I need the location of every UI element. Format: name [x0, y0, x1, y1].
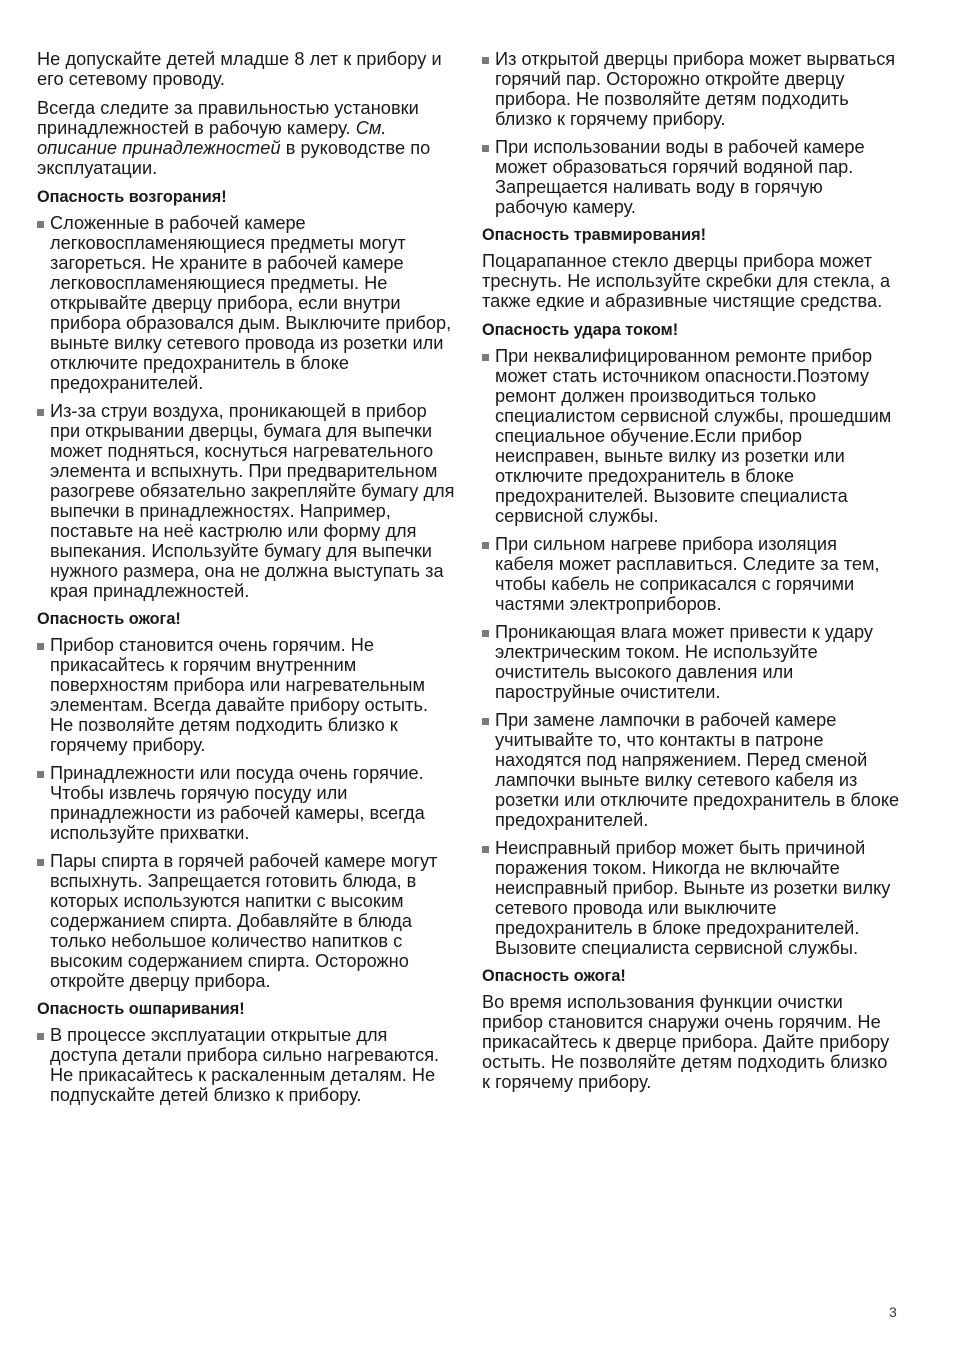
intro-paragraph: Не допускайте детей младше 8 лет к прибору и его сетевому проводу. — [37, 49, 442, 89]
shock-hazard-list — [482, 346, 900, 958]
list-item — [37, 1025, 455, 1105]
list-item — [37, 635, 455, 755]
list-item-text: Пары спирта в горячей рабочей камере могут вспыхнуть. Запрещается готовить блюда, в которых используются напитки с высоким содержанием спирта. Добавляйте в блюда только небольшое количество напитков с высоким содержанием спирта. Осторожно откройте дверцу прибора. — [50, 851, 438, 991]
square-bullet-icon — [482, 846, 489, 853]
list-item-text: Прибор становится очень горячим. Не прикасайтесь к горячим внутренним поверхностям прибора или нагревательным элементам. Всегда давайте прибору остыть. Не позволяйте детям подходить близко к горячему прибору. — [50, 635, 428, 755]
list-item-text: При сильном нагреве прибора изоляция кабеля может расплавиться. Следите за тем, чтобы кабель не соприкасался с горячими частями электроприборов. — [495, 534, 880, 614]
list-item-text: Из открытой дверцы прибора может вырваться горячий пар. Осторожно откройте дверцу прибора. Не позволяйте детям подходить близко к горячему прибору. — [495, 49, 896, 129]
list-item — [37, 401, 455, 601]
injury-hazard-heading: Опасность травмирования! — [482, 226, 707, 244]
list-item — [482, 838, 900, 958]
square-bullet-icon — [482, 57, 489, 64]
injury-hazard-text: Поцарапанное стекло дверцы прибора может треснуть. Не используйте скребки для стекла, а также едкие и абразивные чистящие средства. — [482, 251, 891, 311]
list-item-text: При использовании воды в рабочей камере может образоваться горячий водяной пар. Запрещается наливать воду в горячую рабочую камеру. — [495, 137, 865, 217]
accessories-text-end: в руководстве по эксплуатации. — [37, 138, 431, 178]
list-item — [482, 710, 900, 830]
fire-hazard-heading: Опасность возгорания! — [37, 188, 227, 206]
burn-hazard-heading: Опасность ожога! — [37, 610, 181, 628]
list-item-text: Неисправный прибор может быть причиной поражения током. Никогда не включайте неисправный прибор. Выньте из розетки вилку сетевого провода или выключите предохранитель в блоке предохранителей. Вызовите специалиста сервисной службы. — [495, 838, 891, 958]
scald-hazard-heading: Опасность ошпаривания! — [37, 1000, 245, 1018]
burn-hazard-heading-2: Опасность ожога! — [482, 967, 626, 985]
list-item — [482, 622, 900, 702]
manual-reference: См. описание принадлежностей — [37, 118, 387, 158]
square-bullet-icon — [37, 771, 44, 778]
fire-hazard-list — [37, 213, 455, 601]
list-item — [37, 213, 455, 393]
burn-hazard-list — [37, 635, 455, 991]
left-column — [37, 49, 455, 1113]
accessories-paragraph — [37, 98, 455, 178]
accessories-text: Всегда следите за правильностью установки принадлежностей в рабочую камеру. — [37, 98, 419, 138]
steam-list — [482, 49, 900, 217]
square-bullet-icon — [482, 630, 489, 637]
square-bullet-icon — [37, 859, 44, 866]
list-item — [482, 346, 900, 526]
square-bullet-icon — [482, 542, 489, 549]
list-item-text: Принадлежности или посуда очень горячие. Чтобы извлечь горячую посуду или принадлежности из рабочей камеры, всегда используйте прихватки. — [50, 763, 425, 843]
square-bullet-icon — [482, 145, 489, 152]
list-item — [482, 49, 900, 129]
square-bullet-icon — [37, 409, 44, 416]
shock-hazard-heading: Опасность удара током! — [482, 321, 679, 339]
list-item — [482, 534, 900, 614]
list-item-text: Из-за струи воздуха, проникающей в прибор при открывании дверцы, бумага для выпечки может подняться, коснуться нагревательного элемента и вспыхнуть. При предварительном разогреве обязательно закрепляйте бумагу для выпечки в принадлежностях. Например, поставьте на неё кастрюлю или форму для выпекания. Используйте бумагу для выпечки нужного размера, она не должна выступать за края принадлежностей. — [50, 401, 455, 601]
list-item-text: Сложенные в рабочей камере легковоспламеняющиеся предметы могут загореться. Не храните в рабочей камере легковоспламеняющиеся предметы. Не открывайте дверцу прибора, если внутри прибора образовался дым. Выключите прибор, выньте вилку сетевого провода из розетки или отключите предохранитель в блоке предохранителей. — [50, 213, 452, 393]
scald-hazard-list — [37, 1025, 455, 1105]
square-bullet-icon — [37, 221, 44, 228]
list-item-text: Проникающая влага может привести к удару электрическим током. Не используйте очиститель высокого давления или пароструйные очистители. — [495, 622, 874, 702]
square-bullet-icon — [37, 643, 44, 650]
list-item — [482, 137, 900, 217]
square-bullet-icon — [482, 718, 489, 725]
square-bullet-icon — [37, 1033, 44, 1040]
list-item — [37, 763, 455, 843]
square-bullet-icon — [482, 354, 489, 361]
list-item-text: При неквалифицированном ремонте прибор может стать источником опасности.Поэтому ремонт должен производиться только специалистом сервисной службы, прошедшим специальное обучение.Если прибор неисправен, выньте вилку из розетки или отключите предохранитель в блоке предохранителей. Вызовите специалиста сервисной службы. — [495, 346, 892, 526]
list-item-text: В процессе эксплуатации открытые для доступа детали прибора сильно нагреваются. Не прикасайтесь к раскаленным деталям. Не подпускайте детей близко к прибору. — [50, 1025, 440, 1105]
page-number: 3 — [889, 1304, 897, 1320]
right-column — [482, 49, 900, 1101]
cleaning-burn-text: Во время использования функции очистки прибор становится снаружи очень горячим. Не прикасайтесь к дверце прибора. Дайте прибору остыть. Не позволяйте детям подходить близко к горячему прибору. — [482, 992, 890, 1092]
list-item-text: При замене лампочки в рабочей камере учитывайте то, что контакты в патроне находятся под напряжением. Перед сменой лампочки выньте вилку сетевого кабеля из розетки или отключите предохранитель в блоке предохранителей. — [495, 710, 900, 830]
list-item — [37, 851, 455, 991]
